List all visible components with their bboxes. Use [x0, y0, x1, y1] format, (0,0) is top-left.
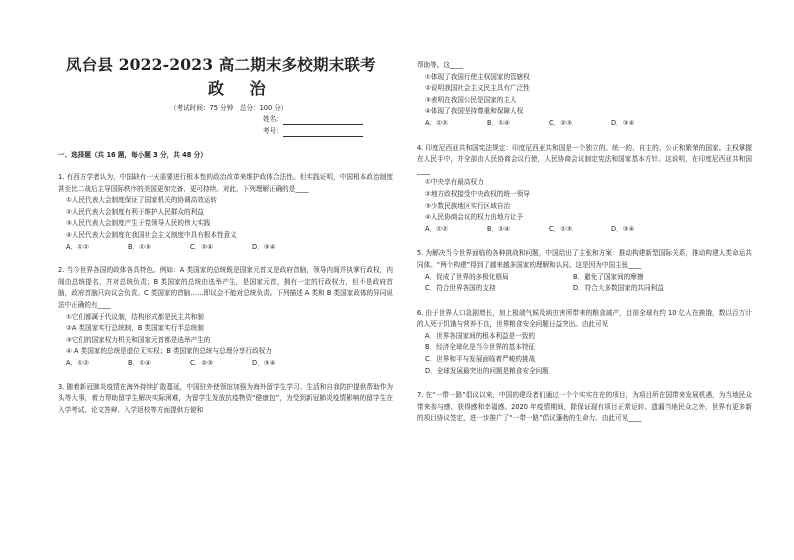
choice-a[interactable]: A．世界各国家间的根本利益是一致的 — [425, 331, 536, 340]
choice-c[interactable]: C．②③ — [549, 118, 573, 127]
answer-choices — [58, 242, 393, 254]
choice-d[interactable]: D．③④ — [611, 224, 635, 233]
choice-c[interactable]: C．②④ — [190, 242, 214, 251]
name-label: 姓名： — [263, 115, 283, 123]
number-blank[interactable] — [283, 129, 363, 137]
choice-a[interactable]: A．①② — [66, 358, 89, 367]
option: ③少数民族地区实行区域自治 — [425, 201, 511, 210]
left-column — [58, 55, 393, 416]
choice-c[interactable]: C．符合世界各国的支持 — [425, 284, 496, 293]
question-stem: 3. 随着新冠肺炎疫情在海外持续扩散蔓延，中国驻外使领馆加强为海外留学生学习、生活和自我防护提供帮助作为头等大事，着力帮助留学生解决实际困难，为留学生发放抗疫物资“健康包”，为受到新冠肺炎疫情影响的留学生在入学考试、论文答辩、入学返校等方面提供方便和 — [58, 382, 393, 414]
right-column — [417, 60, 752, 425]
choice-b[interactable]: B．避免了国家间的摩擦 — [573, 272, 644, 281]
choice-a[interactable]: A．①② — [425, 224, 448, 233]
option: ③表明在我国公民是国家的主人 — [425, 95, 517, 104]
section-heading: 一、选择题（共 16 题，每小题 3 分，共 48 分） — [58, 151, 207, 159]
question-stem: 5. 为解决当今世界面临的各种挑战和问题，中国给出了主张和方案：推动构建新型国际关系，推动构建人类命运共同体。“两个构建”得到了越来越多国家的理解和认同。这是因为中国主张____ — [417, 249, 752, 269]
question-6 — [417, 308, 752, 378]
answer-choices — [417, 224, 752, 236]
name-field — [263, 113, 393, 125]
choice-b[interactable]: B．经济全球化是当今世界的基本特征 — [425, 343, 536, 352]
choice-a[interactable]: A．①② — [66, 242, 89, 251]
choice-c[interactable]: C．①③ — [549, 224, 573, 233]
option: ③它们的国家权力机关和国家元首都是选举产生的 — [66, 335, 211, 344]
question-stem: 6. 由于世界人口急剧增长，加上极端气候及病虫害所带来的粮食减产，目前全球有约 10 亿人在挨饿，数以百万计的人死于饥饿与营养不良，世界粮食安全问题日益突出。由此可见 — [417, 308, 752, 329]
choice-d[interactable]: D．全球发展最突出的问题是粮食安全问题 — [425, 366, 549, 375]
choice-b[interactable]: B．①③ — [128, 242, 151, 251]
option: ④体现了我国坚持尊重和保障人权 — [425, 107, 524, 116]
question-stem: 7. 在“一带一路”倡议以来，中国的建设者们通过一个个实实在在的项目，为项目所在国带来发展机遇，为当地民众带来参与感、获得感和幸福感。2020 年疫情期间，除保证现有项目正常运转、遗漏当地民众之外，世界有更多新的项目协议签定，进一步推广了“一带一路”倡议蓬勃的生命力。由此可见____ — [417, 391, 752, 423]
option: ②说明我国社会主义民主具有广泛性 — [425, 84, 530, 93]
option: ④ A 类国家的总统是虚位无实权；B 类国家的总统与总理分享行政权力 — [66, 347, 272, 356]
question-1 — [58, 172, 393, 253]
choice-b[interactable]: B．①④ — [128, 358, 151, 367]
question-stem: 1. 有西方学者认为，中国缺有一天需要进行根本性的政治改革来维护政体合法性。但实践证明，中国根本政治制度甚至比二战后主导国际秩序的美国更加完备、更可持续。对此，下列理解正确的是____ — [58, 173, 393, 193]
question-7 — [417, 390, 752, 425]
exam-title: 凤台县 2022-2023 高二期末多校期末联考 — [66, 55, 376, 74]
choice-a[interactable]: A．促成了世界的多极化格局 — [425, 272, 509, 281]
question-stem: 2. 当今世界各国的政体各具特色。例如：A 类国家的总统既是国家元首又是政府首脑，领导内阁并执掌行政权，内阁由总统提名，并对总统负责；B 类国家的总统由选举产生，是国家元首，拥有一定的行政权力，但不是政府首脑，政府首脑只向议会负责。C 类国家的首脑……即议会不能对总统负责。下列描述 A 类和 B 类国家政体的异同说法中正确的有____ — [58, 266, 393, 309]
option: ①它们都属于代议制，结构形式都是民主共和制 — [66, 312, 204, 321]
question-3 — [58, 382, 393, 417]
choice-c[interactable]: C．世界和平与发展面临着严峻的挑战 — [425, 355, 536, 364]
option: ④人民协商会议的权力由地方让予 — [425, 213, 524, 222]
choice-a[interactable]: A．①② — [425, 118, 448, 127]
option: ④人民代表大会制度在我国社会主义制度中具有根本性意义 — [66, 230, 237, 239]
exam-subject: 政 治 — [208, 79, 276, 98]
choice-d[interactable]: D．③④ — [611, 118, 635, 127]
number-label: 考号： — [263, 127, 283, 135]
name-blank[interactable] — [283, 117, 363, 125]
answer-choices — [58, 358, 393, 370]
number-field — [263, 125, 393, 137]
option: ②地方政权接受中央政权的统一领导 — [425, 189, 530, 198]
answer-choices — [417, 283, 752, 295]
option: ①人民代表大会制度保证了国家机关的协调高效运转 — [66, 196, 217, 205]
option: ①体现了我国行使主权国家的管辖权 — [425, 72, 530, 81]
question-stem: 4. 印度尼西亚共和国宪法规定：印度尼西亚共和国是一个独立的、统一的、自主的、公正和繁荣的国家。主权掌握在人民手中，并全部由人民协商会议行使，人民协商会议制定宪法和国家基本方针。这说明，在印度尼西亚共和国____ — [417, 143, 752, 175]
option: ③人民代表大会制度产生于党领导人民的伟大实践 — [66, 219, 211, 228]
question-2 — [58, 265, 393, 369]
option: ②人民代表大会制度有利于维护人民群众的利益 — [66, 207, 204, 216]
question-5 — [417, 248, 752, 294]
choice-c[interactable]: C．②③ — [190, 358, 214, 367]
question-4 — [417, 143, 752, 236]
option: ①中央享有最高权力 — [425, 178, 484, 187]
answer-choices — [417, 118, 752, 130]
question-3-continuation: 帮助等。这____ — [417, 61, 464, 69]
choice-b[interactable]: B．②④ — [487, 224, 510, 233]
choice-d[interactable]: D．③④ — [252, 358, 276, 367]
answer-choices — [417, 272, 752, 284]
choice-d[interactable]: D．符合大多数国家的共同利益 — [573, 284, 664, 293]
choice-d[interactable]: D．③④ — [252, 242, 276, 251]
exam-info: （考试时间：75 分钟 总分：100 分） — [170, 104, 288, 112]
option: ②A 类国家实行总统制，B 类国家实行半总统制 — [66, 324, 204, 333]
choice-b[interactable]: B．①④ — [487, 118, 510, 127]
